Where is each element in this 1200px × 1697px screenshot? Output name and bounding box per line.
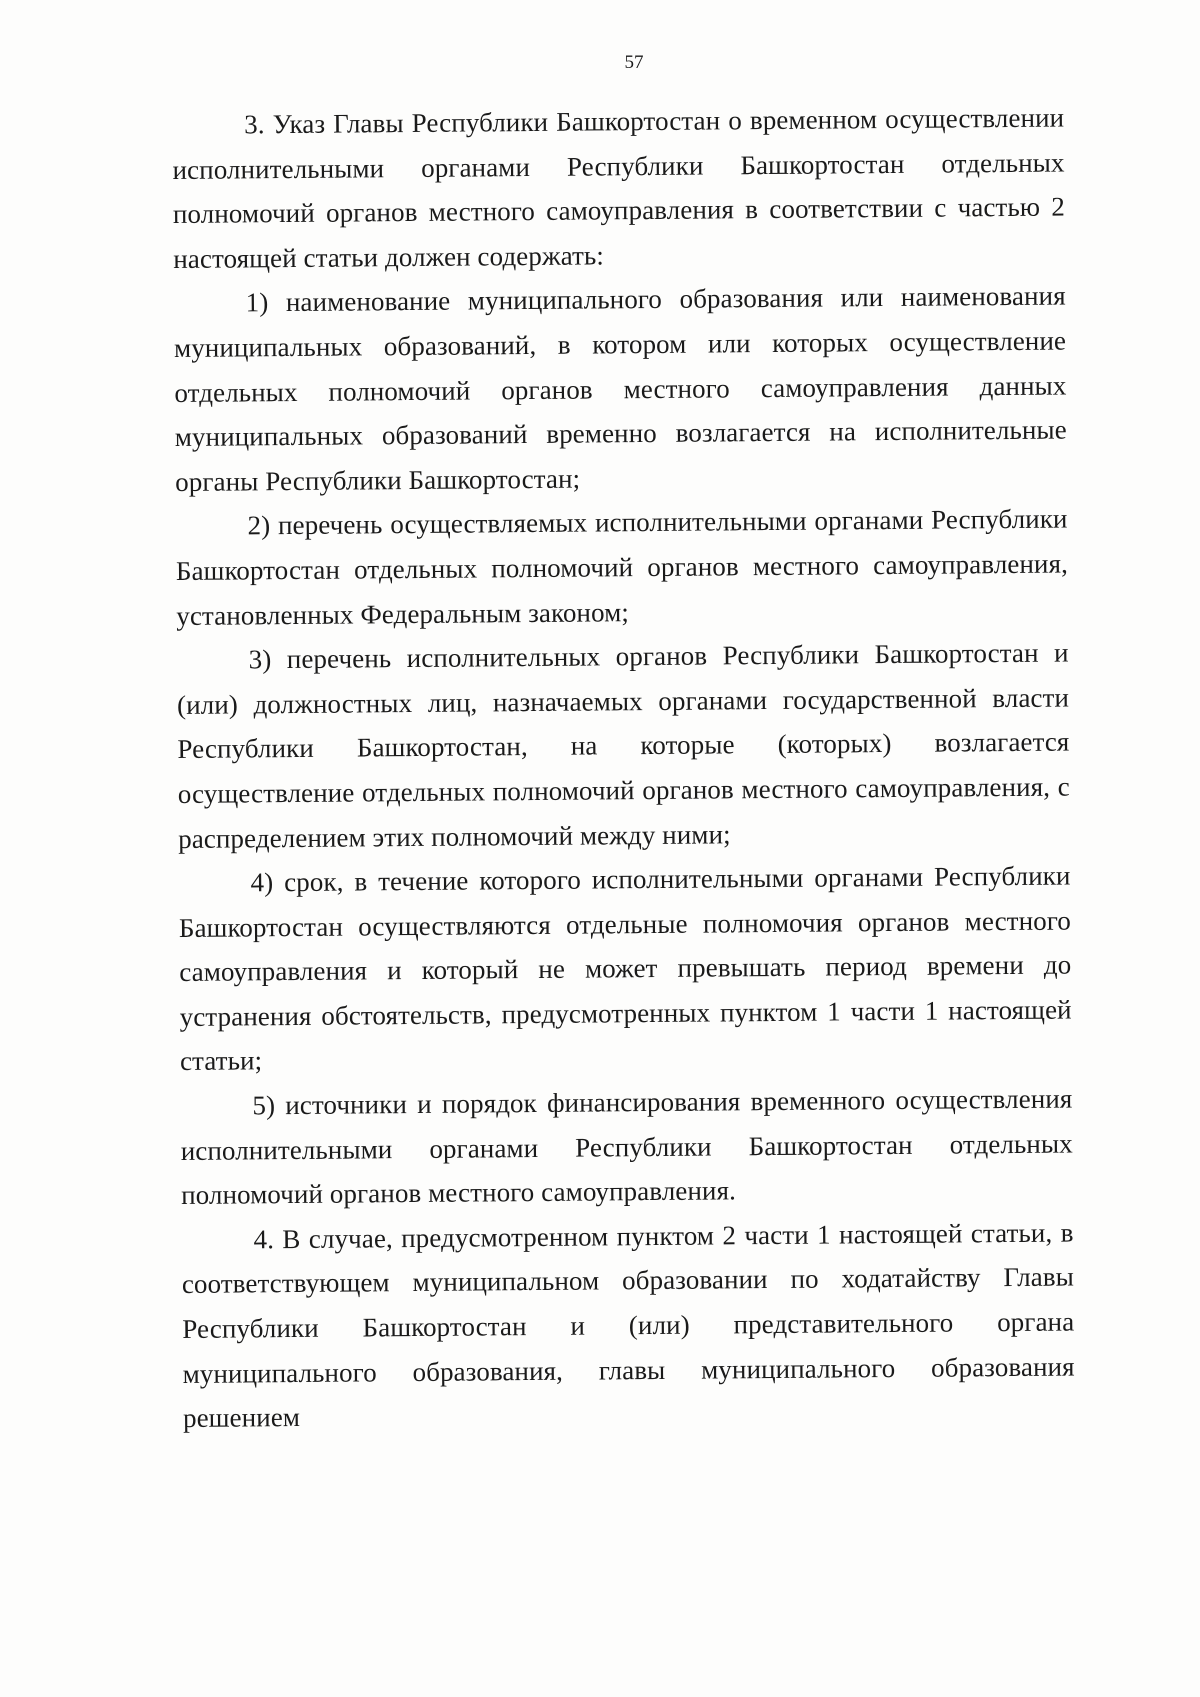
paragraph-item-1: 1) наименование муниципального образования или наименования муниципальных образований, в котором или которых осуществление отдельных полномочий органов местного самоуправления данных муниципальных образований временно возлагается на исполнительные органы Республики Башкортостан; [173,280,1067,497]
document-body [172,96,1075,1441]
paragraph-item-3: 3) перечень исполнительных органов Республики Башкортостан и (или) должностных лиц, назначаемых органами государственной власти Республики Башкортостан, на которые (которых) возлагается осуществление отдельных полномочий органов местного самоуправления, с распределением этих полномочий между ними; [176,637,1070,854]
paragraph-item-2: 2) перечень осуществляемых исполнительными органами Республики Башкортостан отдельных полномочий органов местного самоуправления, установленных Федеральным законом; [175,503,1069,631]
paragraph-section-3: 3. Указ Главы Республики Башкортостан о временном осуществлении исполнительными органами Республики Башкортостан отдельных полномочий органов местного самоуправления в соответствии с частью 2 настоящей статьи должен содержать: [172,102,1066,274]
paragraph-item-5: 5) источники и порядок финансирования временного осуществления исполнительными органами Республики Башкортостан отдельных полномочий органов местного самоуправления. [180,1083,1073,1211]
paragraph-section-4: 4. В случае, предусмотренном пунктом 2 части 1 настоящей статьи, в соответствующем муниципальном образовании по ходатайству Главы Республики Башкортостан и (или) представительного органа муниципального образования, главы муниципального образования решением [181,1217,1075,1434]
paragraph-item-4: 4) срок, в течение которого исполнительными органами Республики Башкортостан осуществляются отдельные полномочия органов местного самоуправления и который не может превышать период времени до устранения обстоятельств, предусмотренных пунктом 1 части 1 настоящей статьи; [178,860,1072,1077]
page-number: 57 [624,52,644,73]
